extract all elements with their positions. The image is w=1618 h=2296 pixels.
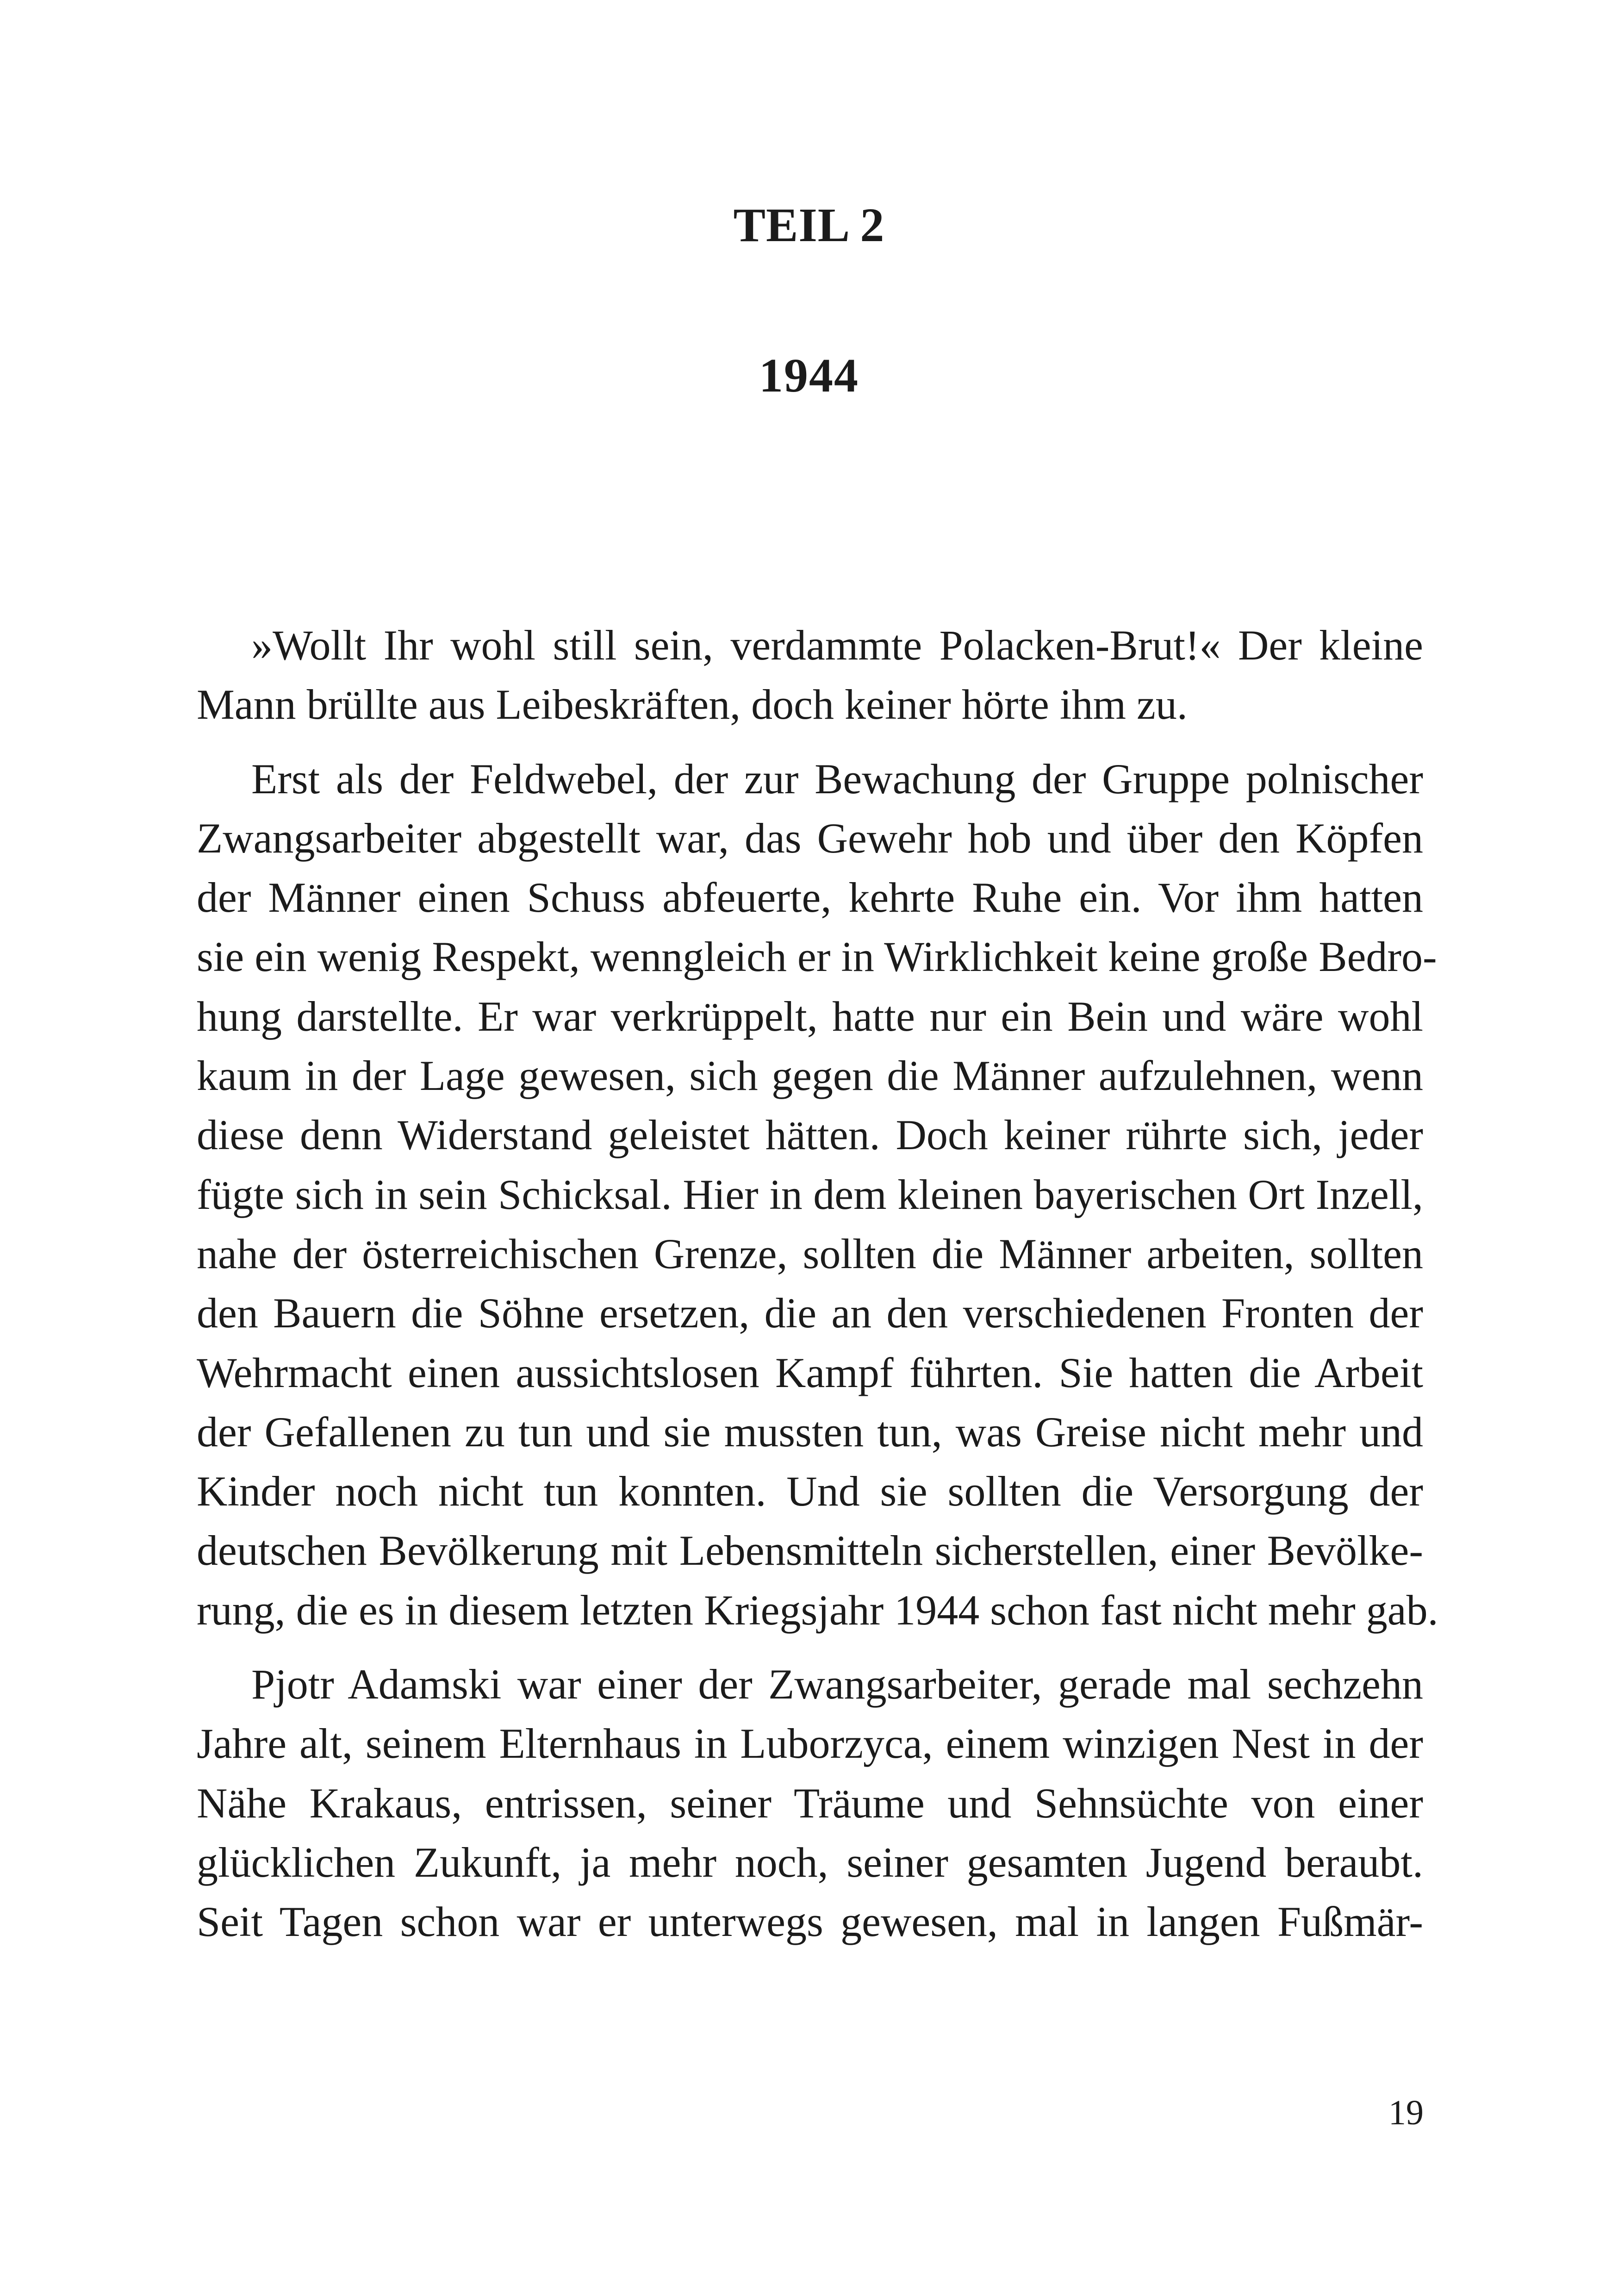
text-line: Jahre alt, seinem Elternhaus in Luborzyca, einem winzigen Nest in der	[197, 1720, 1423, 1767]
text-line: sie ein wenig Respekt, wenngleich er in Wirklichkeit keine große Bedro-	[197, 933, 1437, 981]
text-line: rung, die es in diesem letzten Kriegsjahr 1944 schon fast nicht mehr gab.	[197, 1586, 1438, 1634]
text-line: Erst als der Feldwebel, der zur Bewachung der Gruppe polnischer	[251, 755, 1423, 803]
text-line: hung darstellte. Er war verkrüppelt, hatte nur ein Bein und wäre wohl	[197, 992, 1423, 1040]
year-heading: 1944	[759, 349, 859, 402]
text-line: Zwangsarbeiter abgestellt war, das Gewehr hob und über den Köpfen	[197, 814, 1423, 862]
text-line: deutschen Bevölkerung mit Lebensmitteln sicherstellen, einer Bevölke-	[197, 1527, 1423, 1574]
paragraph	[197, 616, 1423, 734]
part-heading: TEIL 2	[733, 199, 885, 252]
text-line: Wehrmacht einen aussichtslosen Kampf führten. Sie hatten die Arbeit	[197, 1349, 1423, 1396]
text-line: kaum in der Lage gewesen, sich gegen die Männer aufzulehnen, wenn	[197, 1052, 1423, 1100]
text-line: Seit Tagen schon war er unterwegs gewesen, mal in langen Fußmär-	[197, 1898, 1423, 1946]
text-line: der Männer einen Schuss abfeuerte, kehrte Ruhe ein. Vor ihm hatten	[197, 874, 1423, 921]
paragraph	[197, 749, 1438, 1640]
text-line: der Gefallenen zu tun und sie mussten tun, was Greise nicht mehr und	[197, 1408, 1423, 1456]
text-line: Pjotr Adamski war einer der Zwangsarbeiter, gerade mal sechzehn	[251, 1661, 1423, 1708]
text-line: diese denn Widerstand geleistet hätten. Doch keiner rührte sich, jeder	[197, 1111, 1423, 1159]
page-number: 19	[1388, 2093, 1424, 2132]
text-line: »Wollt Ihr wohl still sein, verdammte Polacken-Brut!« Der kleine	[251, 622, 1423, 669]
text-line: fügte sich in sein Schicksal. Hier in dem kleinen bayerischen Ort Inzell,	[197, 1170, 1423, 1218]
text-line: nahe der österreichischen Grenze, sollten die Männer arbeiten, sollten	[197, 1230, 1423, 1277]
text-line: den Bauern die Söhne ersetzen, die an den verschiedenen Fronten der	[197, 1289, 1423, 1337]
body-text	[197, 616, 1438, 1952]
text-line: Nähe Krakaus, entrissen, seiner Träume und Sehnsüchte von einer	[197, 1779, 1423, 1827]
text-line: Kinder noch nicht tun konnten. Und sie sollten die Versorgung der	[197, 1468, 1423, 1515]
text-line: Mann brüllte aus Leibeskräften, doch keiner hörte ihm zu.	[197, 681, 1188, 728]
text-line: glücklichen Zukunft, ja mehr noch, seiner gesamten Jugend beraubt.	[197, 1838, 1423, 1886]
paragraph	[197, 1655, 1423, 1951]
